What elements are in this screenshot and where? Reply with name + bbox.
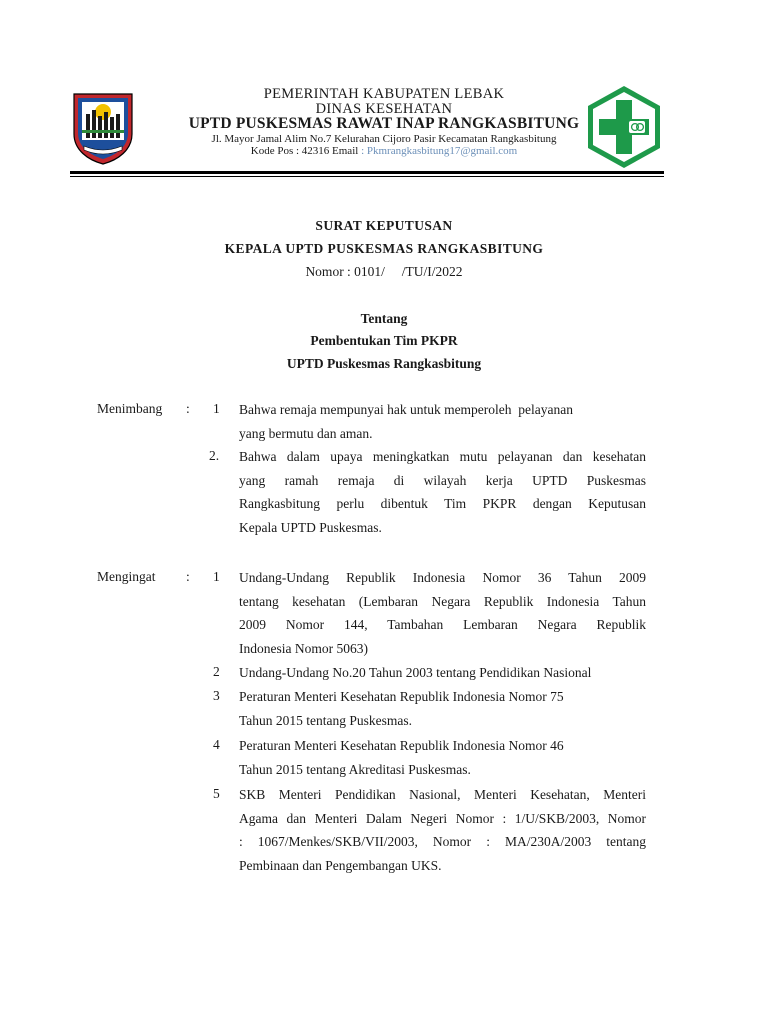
menimbang-num-2: 2. xyxy=(209,448,220,463)
menimbang-colon: : xyxy=(186,401,190,416)
mengingat-num-1: 1 xyxy=(213,569,220,584)
header-rule-thin xyxy=(70,176,664,177)
mengingat-item-2: Undang-Undang No.20 Tahun 2003 tentang Pendidikan Nasional xyxy=(239,665,592,680)
mengingat-item-5: SKB Menteri Pendidikan Nasional, Menteri Kesehatan, Menteri Agama dan Menteri Dalam Negeri Nomor : 1/U/SKB/2003, Nomor : 1067/Menkes/SKB/VII/2003, Nomor : MA/230A/2003 tentang Pembinaan dan Pengembangan UKS. xyxy=(239,787,646,873)
mengingat-item-3: Peraturan Menteri Kesehatan Republik Indonesia Nomor 75 Tahun 2015 tentang Puskesmas. xyxy=(239,689,564,728)
subject-unit: UPTD Puskesmas Rangkasbitung xyxy=(286,356,482,371)
menimbang-item-2: Bahwa dalam upaya meningkatkan mutu pelayanan dan kesehatan yang ramah remaja di wilayah kerja UPTD Puskesmas Rangkasbitung perlu dibentuk Tim PKPR dengan Keputusan Kepala UPTD Puskesmas. xyxy=(239,449,646,535)
mengingat-label: Mengingat xyxy=(97,569,156,584)
subject-tentang: Tentang xyxy=(360,311,408,326)
mengingat-num-4: 4 xyxy=(213,737,220,752)
kop-email: : Pkmrangkasbitung17@gmail.com xyxy=(361,145,518,157)
kop-contact xyxy=(0,145,768,157)
kop-postal: Kode Pos : 42316 Email xyxy=(250,145,359,157)
kop-pemerintah: PEMERINTAH KABUPATEN LEBAK xyxy=(263,86,505,102)
menimbang-item-1: Bahwa remaja mempunyai hak untuk memperoleh pelayanan yang bermutu dan aman. xyxy=(239,402,574,441)
mengingat-item-4: Peraturan Menteri Kesehatan Republik Indonesia Nomor 46 Tahun 2015 tentang Akreditasi Puskesmas. xyxy=(239,738,564,777)
mengingat-num-2: 2 xyxy=(213,664,220,679)
mengingat-colon: : xyxy=(186,569,190,584)
mengingat-item-1: Undang-Undang Republik Indonesia Nomor 36 Tahun 2009 tentang kesehatan (Lembaran Negara Republik Indonesia Tahun 2009 Nomor 144, Tambahan Lembaran Negara Republik Indonesia Nomor 5063) xyxy=(239,570,646,656)
doc-title: SURAT KEPUTUSAN xyxy=(315,218,453,233)
mengingat-num-5: 5 xyxy=(213,786,220,801)
kop-address: Jl. Mayor Jamal Alim No.7 Kelurahan Cijoro Pasir Kecamatan Rangkasbitung xyxy=(211,133,557,145)
kop-uptd: UPTD PUSKESMAS RAWAT INAP RANGKASBITUNG xyxy=(188,115,580,132)
kop-dinas: DINAS KESEHATAN xyxy=(315,101,453,117)
header-rule-thick xyxy=(70,171,664,174)
mengingat-num-3: 3 xyxy=(213,688,220,703)
doc-number: Nomor : 0101/ /TU/I/2022 xyxy=(305,264,463,279)
doc-title-sub: KEPALA UPTD PUSKESMAS RANGKASBITUNG xyxy=(224,241,544,256)
subject-title: Pembentukan Tim PKPR xyxy=(310,333,458,348)
menimbang-label: Menimbang xyxy=(97,401,163,416)
menimbang-num-1: 1 xyxy=(213,401,220,416)
